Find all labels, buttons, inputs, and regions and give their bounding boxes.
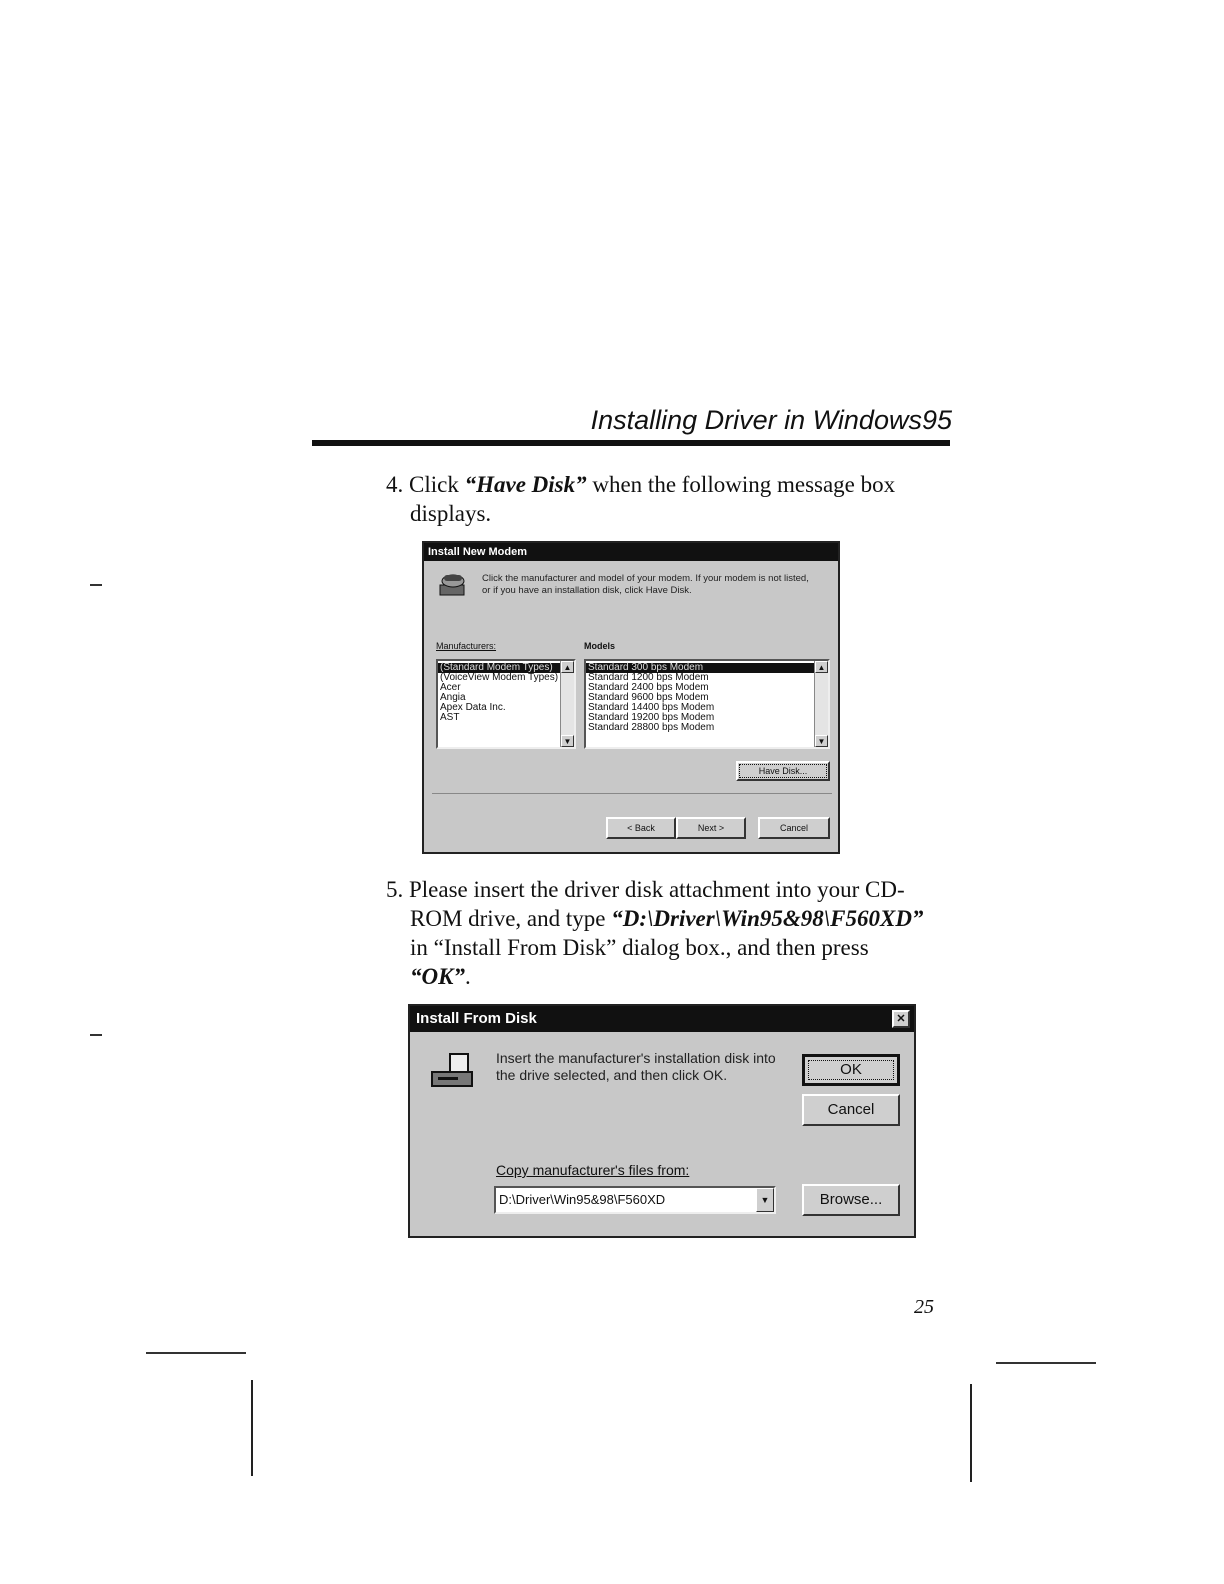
step-4-emphasis: “Have Disk” (464, 472, 587, 497)
crop-mark-bottom-left-vertical (251, 1380, 253, 1476)
manufacturer-list-item[interactable]: Angia (440, 692, 466, 703)
ok-button[interactable]: OK (802, 1054, 900, 1086)
crop-mark-bottom-right-vertical (970, 1384, 972, 1482)
disk-message (496, 1050, 796, 1084)
manufacturer-list-item[interactable]: AST (440, 712, 460, 723)
close-icon[interactable]: ✕ (892, 1010, 910, 1028)
step-5-path-emphasis: “D:\Driver\Win95&98\F560XD” (611, 906, 924, 931)
model-list-item[interactable]: Standard 28800 bps Modem (588, 722, 715, 733)
step-5-line1-text: Please insert the driver disk attachment into your CD- (409, 877, 905, 902)
modem-icon (438, 571, 468, 599)
manufacturers-list[interactable] (436, 659, 576, 749)
disk-dialog-title-bar (410, 1006, 914, 1032)
step-4-pre: Click (409, 472, 465, 497)
model-list-item[interactable]: Standard 1200 bps Modem (588, 672, 709, 683)
step-4-post: when the following message box (586, 472, 896, 497)
step-4-number: 4. (386, 472, 404, 497)
install-new-modem-dialog (422, 541, 840, 854)
disk-dialog-title: Install From Disk (416, 1010, 537, 1027)
manufacturer-list-item[interactable]: (Standard Modem Types) (438, 663, 562, 673)
step-4-line2: displays. (410, 501, 492, 526)
model-list-item[interactable]: Standard 300 bps Modem (586, 663, 814, 673)
step-5-line3: in “Install From Disk” dialog box., and then press (410, 935, 869, 960)
manufacturers-scroll-down-icon[interactable]: ▼ (561, 735, 574, 747)
step-5-line4 (386, 962, 956, 991)
have-disk-button[interactable]: Have Disk... (736, 761, 830, 781)
manufacturer-list-item[interactable]: Acer (440, 682, 461, 693)
step-5-ok-emphasis: “OK” (410, 964, 465, 989)
models-scrollbar[interactable] (814, 661, 828, 747)
crop-mark-bottom-right-horizontal (996, 1362, 1096, 1364)
disk-cancel-button[interactable]: Cancel (802, 1094, 900, 1126)
page-header-title: Installing Driver in Windows95 (590, 405, 952, 435)
modem-instruction-line2: or if you have an installation disk, click Have Disk. (482, 585, 692, 596)
copy-from-input[interactable]: D:\Driver\Win95&98\F560XD (499, 1192, 666, 1207)
step-4-text (386, 470, 946, 528)
manufacturers-scrollbar[interactable] (560, 661, 574, 747)
next-button[interactable]: Next > (676, 817, 746, 839)
step-5-number: 5. (386, 877, 404, 902)
manufacturer-list-item[interactable]: (VoiceView Modem Types) (440, 672, 559, 683)
modem-cancel-button[interactable]: Cancel (758, 817, 830, 839)
page-number: 25 (914, 1296, 934, 1318)
crop-mark-bottom-left-horizontal (146, 1352, 246, 1354)
manufacturers-label: Manufacturers: (436, 641, 497, 651)
disk-message-line2: the drive selected, and then click OK. (496, 1067, 728, 1083)
model-list-item[interactable]: Standard 14400 bps Modem (588, 702, 715, 713)
models-scroll-up-icon[interactable]: ▲ (815, 661, 828, 673)
header-rule (312, 440, 950, 446)
modem-dialog-divider (432, 793, 832, 794)
model-list-item[interactable]: Standard 2400 bps Modem (588, 682, 709, 693)
model-list-item[interactable]: Standard 9600 bps Modem (588, 692, 709, 703)
modem-instruction-line1: Click the manufacturer and model of your modem. If your modem is not listed, (482, 573, 809, 584)
dropdown-arrow-icon[interactable]: ▼ (756, 1188, 774, 1212)
step-4-line1 (386, 470, 946, 499)
margin-mark-upper (90, 584, 102, 586)
step-5-line1 (386, 875, 956, 904)
model-list-item[interactable]: Standard 19200 bps Modem (588, 712, 715, 723)
modem-dialog-title-bar: Install New Modem (424, 543, 838, 561)
step-5-line2 (386, 904, 956, 933)
copy-from-label: Copy manufacturer's files from: (496, 1162, 690, 1178)
copy-from-combobox[interactable] (494, 1186, 776, 1214)
manufacturer-list-item[interactable]: Apex Data Inc. (440, 702, 506, 713)
margin-mark-lower (90, 1034, 102, 1036)
install-from-disk-dialog (408, 1004, 916, 1238)
step-5-text (386, 875, 956, 991)
models-list[interactable] (584, 659, 830, 749)
models-scroll-down-icon[interactable]: ▼ (815, 735, 828, 747)
manufacturers-scroll-up-icon[interactable]: ▲ (561, 661, 574, 673)
step-5-line4-post: . (464, 964, 471, 989)
browse-button[interactable]: Browse... (802, 1184, 900, 1216)
models-label: Models (584, 641, 616, 651)
back-button[interactable]: < Back (606, 817, 676, 839)
disk-message-line1: Insert the manufacturer's installation disk into (496, 1050, 776, 1066)
modem-instruction (482, 573, 832, 597)
disk-icon (430, 1052, 474, 1088)
step-5-line2-pre: ROM drive, and type (410, 906, 612, 931)
